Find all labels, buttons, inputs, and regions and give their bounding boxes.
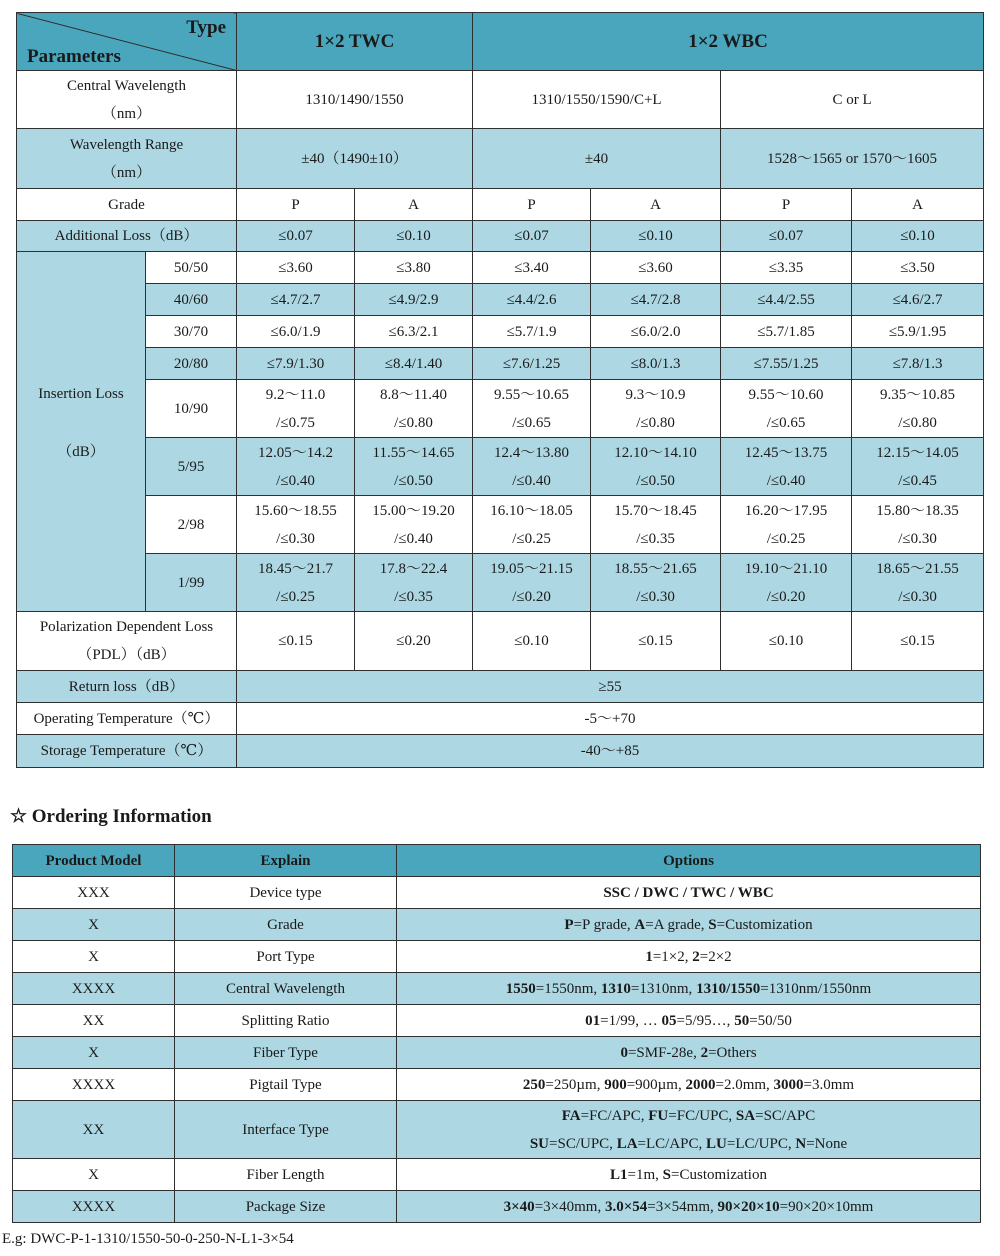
product-model-cell: XX <box>13 1005 175 1037</box>
ordering-row <box>13 1005 981 1037</box>
value-cell: A <box>355 189 473 221</box>
parameters-label: Parameters <box>27 46 121 67</box>
value-cell: ≤0.10 <box>473 612 591 671</box>
explain-cell: Fiber Length <box>175 1159 397 1191</box>
value-cell: 11.55～14.65 /≤0.50 <box>355 438 473 496</box>
example-code: E.g: DWC-P-1-1310/1550-50-0-250-N-L1-3×54 <box>2 1231 294 1247</box>
value-cell: ≤0.10 <box>355 221 473 252</box>
value-cell: 18.55～21.65 /≤0.30 <box>591 554 721 612</box>
value-cell: 15.80～18.35 /≤0.30 <box>852 496 984 554</box>
value-cell: ≤0.15 <box>852 612 984 671</box>
value-cell: ≤0.10 <box>591 221 721 252</box>
insertion-loss-label: Insertion Loss （dB） <box>17 252 146 612</box>
ordering-row <box>13 877 981 909</box>
product-model-cell: XXX <box>13 877 175 909</box>
value-cell: C or L <box>721 71 984 129</box>
ordering-table <box>12 844 981 1223</box>
explain-cell: Splitting Ratio <box>175 1005 397 1037</box>
ordering-row <box>13 1191 981 1223</box>
param-label: Additional Loss（dB） <box>17 221 237 252</box>
value-cell: ≤5.7/1.9 <box>473 316 591 348</box>
value-cell: 15.70～18.45 /≤0.35 <box>591 496 721 554</box>
value-cell: ≤3.35 <box>721 252 852 284</box>
value-cell: ≤8.0/1.3 <box>591 348 721 380</box>
options-cell: 0=SMF-28e, 2=Others <box>397 1037 981 1069</box>
value-cell: ≤7.8/1.3 <box>852 348 984 380</box>
insertion-loss-row <box>17 252 984 284</box>
product-model-cell: XXXX <box>13 1191 175 1223</box>
value-cell: 9.35～10.85 /≤0.80 <box>852 380 984 438</box>
value-cell: ≤3.40 <box>473 252 591 284</box>
options-cell: P=P grade, A=A grade, S=Customization <box>397 909 981 941</box>
value-cell: ≤0.15 <box>237 612 355 671</box>
split-ratio: 5/95 <box>146 438 237 496</box>
specification-table <box>16 12 984 768</box>
value-cell: 9.3～10.9 /≤0.80 <box>591 380 721 438</box>
row-operating-temperature <box>17 703 984 735</box>
row-central-wavelength <box>17 71 984 129</box>
split-ratio: 40/60 <box>146 284 237 316</box>
col-header-product-model: Product Model <box>13 845 175 877</box>
ordering-row <box>13 973 981 1005</box>
value-cell: ≤0.20 <box>355 612 473 671</box>
value-cell: ≤6.0/2.0 <box>591 316 721 348</box>
product-model-cell: X <box>13 1159 175 1191</box>
product-model-cell: X <box>13 909 175 941</box>
explain-cell: Pigtail Type <box>175 1069 397 1101</box>
row-wavelength-range <box>17 129 984 189</box>
value-cell: ≤0.07 <box>237 221 355 252</box>
split-ratio: 2/98 <box>146 496 237 554</box>
product-model-cell: XX <box>13 1101 175 1159</box>
value-cell: 1310/1550/1590/C+L <box>473 71 721 129</box>
split-ratio: 50/50 <box>146 252 237 284</box>
options-cell: SSC / DWC / TWC / WBC <box>397 877 981 909</box>
value-cell: 12.15～14.05 /≤0.45 <box>852 438 984 496</box>
split-ratio: 20/80 <box>146 348 237 380</box>
value-cell: ≤4.7/2.8 <box>591 284 721 316</box>
options-cell: 1550=1550nm, 1310=1310nm, 1310/1550=1310nm/1550nm <box>397 973 981 1005</box>
value-cell: P <box>473 189 591 221</box>
row-storage-temperature <box>17 735 984 768</box>
value-cell: 12.4～13.80 /≤0.40 <box>473 438 591 496</box>
value-cell: ≤7.6/1.25 <box>473 348 591 380</box>
param-label: Central Wavelength （nm） <box>17 71 237 129</box>
param-label: Storage Temperature（℃） <box>17 735 237 768</box>
type-label: Type <box>186 17 226 38</box>
value-cell: -40～+85 <box>237 735 984 768</box>
value-cell: ≤6.3/2.1 <box>355 316 473 348</box>
col-header-twc: 1×2 TWC <box>237 13 473 71</box>
value-cell: 19.10～21.10 /≤0.20 <box>721 554 852 612</box>
row-additional-loss <box>17 221 984 252</box>
header-corner-cell <box>17 13 237 71</box>
value-cell: 8.8～11.40 /≤0.80 <box>355 380 473 438</box>
param-label: Operating Temperature（℃） <box>17 703 237 735</box>
value-cell: ≤8.4/1.40 <box>355 348 473 380</box>
value-cell: P <box>237 189 355 221</box>
explain-cell: Device type <box>175 877 397 909</box>
value-cell: ≤0.07 <box>473 221 591 252</box>
split-ratio: 10/90 <box>146 380 237 438</box>
insertion-loss-row <box>17 438 984 496</box>
col-header-wbc: 1×2 WBC <box>473 13 984 71</box>
insertion-loss-row <box>17 316 984 348</box>
explain-cell: Central Wavelength <box>175 973 397 1005</box>
value-cell: ≤4.4/2.55 <box>721 284 852 316</box>
value-cell: 16.20～17.95 /≤0.25 <box>721 496 852 554</box>
param-label: Return loss（dB） <box>17 671 237 703</box>
ordering-header-row <box>13 845 981 877</box>
value-cell: 9.55～10.60 /≤0.65 <box>721 380 852 438</box>
insertion-loss-row <box>17 284 984 316</box>
param-label: Grade <box>17 189 237 221</box>
row-pdl <box>17 612 984 671</box>
explain-cell: Fiber Type <box>175 1037 397 1069</box>
product-model-cell: XXXX <box>13 1069 175 1101</box>
ordering-row <box>13 1037 981 1069</box>
options-cell: 3×40=3×40mm, 3.0×54=3×54mm, 90×20×10=90×20×10mm <box>397 1191 981 1223</box>
insertion-loss-rows <box>17 252 984 612</box>
value-cell: ±40 <box>473 129 721 189</box>
options-cell: 1=1×2, 2=2×2 <box>397 941 981 973</box>
explain-cell: Port Type <box>175 941 397 973</box>
value-cell: ≤7.9/1.30 <box>237 348 355 380</box>
value-cell: -5～+70 <box>237 703 984 735</box>
ordering-row <box>13 909 981 941</box>
insertion-loss-row <box>17 348 984 380</box>
value-cell: 9.2～11.0 /≤0.75 <box>237 380 355 438</box>
value-cell: ≤0.07 <box>721 221 852 252</box>
value-cell: 12.10～14.10 /≤0.50 <box>591 438 721 496</box>
value-cell: ±40（1490±10） <box>237 129 473 189</box>
value-cell: ≤3.60 <box>237 252 355 284</box>
value-cell: 1528～1565 or 1570～1605 <box>721 129 984 189</box>
value-cell: P <box>721 189 852 221</box>
explain-cell: Package Size <box>175 1191 397 1223</box>
ordering-row <box>13 941 981 973</box>
value-cell: ≤3.50 <box>852 252 984 284</box>
product-model-cell: X <box>13 941 175 973</box>
value-cell: 15.00～19.20 /≤0.40 <box>355 496 473 554</box>
row-return-loss <box>17 671 984 703</box>
insertion-loss-row <box>17 496 984 554</box>
value-cell: ≤3.80 <box>355 252 473 284</box>
value-cell: 18.45～21.7 /≤0.25 <box>237 554 355 612</box>
col-header-options: Options <box>397 845 981 877</box>
value-cell: 1310/1490/1550 <box>237 71 473 129</box>
value-cell: ≤0.10 <box>721 612 852 671</box>
value-cell: 19.05～21.15 /≤0.20 <box>473 554 591 612</box>
ordering-heading: ☆ Ordering Information <box>10 806 212 827</box>
value-cell: ≤4.9/2.9 <box>355 284 473 316</box>
value-cell: ≤4.6/2.7 <box>852 284 984 316</box>
split-ratio: 1/99 <box>146 554 237 612</box>
value-cell: ≤4.4/2.6 <box>473 284 591 316</box>
ordering-rows <box>13 877 981 1223</box>
value-cell: A <box>852 189 984 221</box>
product-model-cell: XXXX <box>13 973 175 1005</box>
options-cell: 01=1/99, … 05=5/95…, 50=50/50 <box>397 1005 981 1037</box>
value-cell: 15.60～18.55 /≤0.30 <box>237 496 355 554</box>
value-cell: 16.10～18.05 /≤0.25 <box>473 496 591 554</box>
ordering-row <box>13 1101 981 1159</box>
param-label: Wavelength Range （nm） <box>17 129 237 189</box>
options-cell: 250=250µm, 900=900µm, 2000=2.0mm, 3000=3.0mm <box>397 1069 981 1101</box>
split-ratio: 30/70 <box>146 316 237 348</box>
ordering-row <box>13 1159 981 1191</box>
value-cell: ≤0.10 <box>852 221 984 252</box>
param-label: Polarization Dependent Loss （PDL）（dB） <box>17 612 237 671</box>
value-cell: ≤4.7/2.7 <box>237 284 355 316</box>
options-cell: FA=FC/APC, FU=FC/UPC, SA=SC/APC SU=SC/UPC, LA=LC/APC, LU=LC/UPC, N=None <box>397 1101 981 1159</box>
value-cell: A <box>591 189 721 221</box>
value-cell: ≤5.7/1.85 <box>721 316 852 348</box>
value-cell: ≤5.9/1.95 <box>852 316 984 348</box>
value-cell: 9.55～10.65 /≤0.65 <box>473 380 591 438</box>
insertion-loss-row <box>17 554 984 612</box>
explain-cell: Grade <box>175 909 397 941</box>
value-cell: 18.65～21.55 /≤0.30 <box>852 554 984 612</box>
insertion-loss-row <box>17 380 984 438</box>
value-cell: 17.8～22.4 /≤0.35 <box>355 554 473 612</box>
row-grade <box>17 189 984 221</box>
value-cell: 12.45～13.75 /≤0.40 <box>721 438 852 496</box>
explain-cell: Interface Type <box>175 1101 397 1159</box>
value-cell: ≤0.15 <box>591 612 721 671</box>
ordering-row <box>13 1069 981 1101</box>
col-header-explain: Explain <box>175 845 397 877</box>
value-cell: 12.05～14.2 /≤0.40 <box>237 438 355 496</box>
value-cell: ≥55 <box>237 671 984 703</box>
product-model-cell: X <box>13 1037 175 1069</box>
value-cell: ≤3.60 <box>591 252 721 284</box>
value-cell: ≤7.55/1.25 <box>721 348 852 380</box>
value-cell: ≤6.0/1.9 <box>237 316 355 348</box>
options-cell: L1=1m, S=Customization <box>397 1159 981 1191</box>
